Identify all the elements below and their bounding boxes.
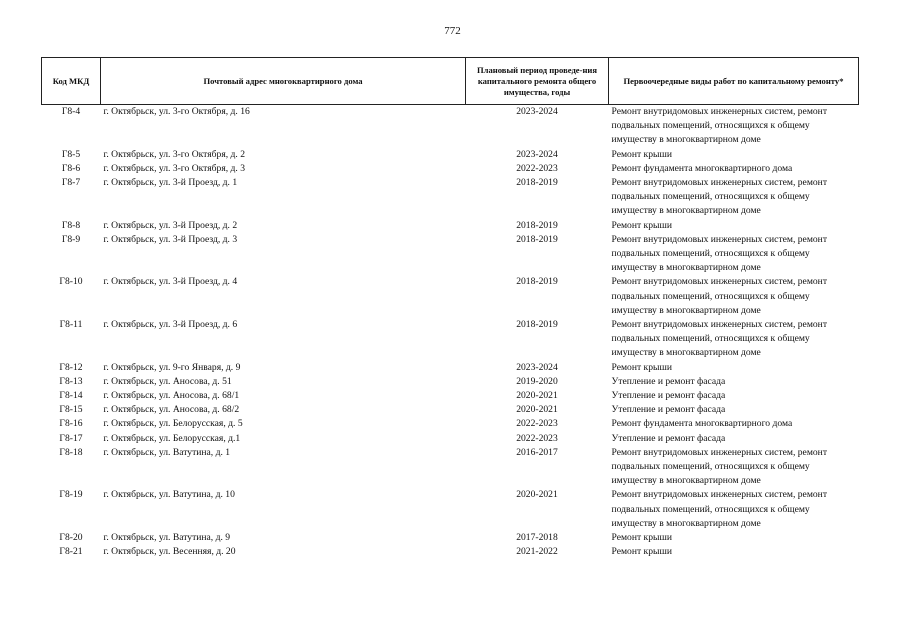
table-body xyxy=(42,105,859,560)
row-address: г. Октябрьск, ул. Белорусская, д. 5 xyxy=(103,418,243,430)
header-row xyxy=(42,58,859,105)
row-period: 2020-2021 xyxy=(516,489,558,501)
row-address: г. Октябрьск, ул. 3-го Октября, д. 3 xyxy=(103,162,246,174)
row-address: г. Октябрьск, ул. Аносова, д. 68/1 xyxy=(103,390,240,402)
row-works: Ремонт внутридомовых инженерных систем, ремонт подвальных помещений, относящихся к общему имуществу в многоквартирном доме xyxy=(611,276,828,316)
row-code: Г8-14 xyxy=(59,390,83,402)
row-code: Г8-13 xyxy=(59,375,83,387)
table-row xyxy=(42,219,859,233)
row-code: Г8-9 xyxy=(61,233,81,245)
table-row xyxy=(42,318,859,361)
table-row xyxy=(42,389,859,403)
row-code: Г8-8 xyxy=(61,219,81,231)
table-header xyxy=(42,58,859,105)
header-address: Почтовый адрес многоквартирного дома xyxy=(101,58,466,105)
row-period: 2018-2019 xyxy=(516,233,558,245)
capital-repair-table xyxy=(41,57,859,560)
row-address: г. Октябрьск, ул. 3-й Проезд, д. 6 xyxy=(103,319,238,331)
row-works: Утепление и ремонт фасада xyxy=(611,432,726,444)
row-works: Ремонт крыши xyxy=(611,219,672,231)
row-code: Г8-18 xyxy=(59,446,83,458)
row-works: Ремонт крыши xyxy=(611,148,672,160)
row-period: 2018-2019 xyxy=(516,319,558,331)
row-period: 2023-2024 xyxy=(516,361,558,373)
table-row xyxy=(42,375,859,389)
row-works: Ремонт крыши xyxy=(611,532,672,544)
row-period: 2018-2019 xyxy=(516,219,558,231)
row-code: Г8-5 xyxy=(61,148,81,160)
table-row xyxy=(42,275,859,318)
table-row xyxy=(42,176,859,219)
table-row xyxy=(42,432,859,446)
table-row xyxy=(42,162,859,176)
row-code: Г8-10 xyxy=(59,276,83,288)
table-row xyxy=(42,403,859,417)
row-works: Ремонт фундамента многоквартирного дома xyxy=(611,162,793,174)
table-row xyxy=(42,361,859,375)
header-works: Первоочередные виды работ по капитальному ремонту* xyxy=(609,58,859,105)
row-period: 2022-2023 xyxy=(516,418,558,430)
row-address: г. Октябрьск, ул. 3-й Проезд, д. 1 xyxy=(103,177,238,189)
row-period: 2022-2023 xyxy=(516,432,558,444)
row-works: Ремонт крыши xyxy=(611,361,672,373)
row-works: Утепление и ремонт фасада xyxy=(611,375,726,387)
row-address: г. Октябрьск, ул. 3-го Октября, д. 16 xyxy=(103,106,250,117)
row-period: 2016-2017 xyxy=(516,446,558,458)
row-works: Ремонт крыши xyxy=(611,546,672,558)
row-code: Г8-6 xyxy=(61,162,81,174)
row-works: Ремонт внутридомовых инженерных систем, ремонт подвальных помещений, относящихся к общему имуществу в многоквартирном доме xyxy=(611,233,828,274)
row-works: Ремонт внутридомовых инженерных систем, ремонт подвальных помещений, относящихся к общему имуществу в многоквартирном доме xyxy=(611,319,828,359)
row-code: Г8-11 xyxy=(59,319,83,331)
row-period: 2020-2021 xyxy=(516,390,558,402)
row-code: Г8-21 xyxy=(59,546,83,558)
row-period: 2017-2018 xyxy=(516,532,558,544)
row-works: Утепление и ремонт фасада xyxy=(611,390,726,402)
row-address: г. Октябрьск, ул. Ватутина, д. 1 xyxy=(103,446,231,458)
row-works: Ремонт внутридомовых инженерных систем, ремонт подвальных помещений, относящихся к общему имуществу в многоквартирном доме xyxy=(611,106,828,146)
row-address: г. Октябрьск, ул. 3-й Проезд, д. 2 xyxy=(103,219,238,231)
row-address: г. Октябрьск, ул. Аносова, д. 68/2 xyxy=(103,404,240,416)
row-period: 2019-2020 xyxy=(516,375,558,387)
row-code: Г8-12 xyxy=(59,361,83,373)
row-works: Ремонт внутридомовых инженерных систем, ремонт подвальных помещений, относящихся к общему имуществу в многоквартирном доме xyxy=(611,489,828,529)
row-works: Ремонт внутридомовых инженерных систем, ремонт подвальных помещений, относящихся к общему имуществу в многоквартирном доме xyxy=(611,446,828,487)
row-code: Г8-16 xyxy=(59,418,83,430)
table-row xyxy=(42,446,859,489)
table-row xyxy=(42,105,859,148)
row-address: г. Октябрьск, ул. 3-й Проезд, д. 3 xyxy=(103,233,238,245)
row-code: Г8-20 xyxy=(59,532,83,544)
table-row xyxy=(42,417,859,431)
row-period: 2018-2019 xyxy=(516,177,558,189)
row-period: 2018-2019 xyxy=(516,276,558,288)
row-address: г. Октябрьск, ул. Ватутина, д. 10 xyxy=(103,489,235,501)
row-code: Г8-4 xyxy=(61,106,81,117)
table-row xyxy=(42,148,859,162)
row-works: Утепление и ремонт фасада xyxy=(611,404,726,416)
row-address: г. Октябрьск, ул. 9-го Января, д. 9 xyxy=(103,361,241,373)
row-address: г. Октябрьск, ул. Ватутина, д. 9 xyxy=(103,532,231,544)
row-period: 2022-2023 xyxy=(516,162,558,174)
row-address: г. Октябрьск, ул. Весенняя, д. 20 xyxy=(103,546,236,558)
row-works: Ремонт фундамента многоквартирного дома xyxy=(611,418,793,430)
header-code: Код МКД xyxy=(42,58,101,105)
row-address: г. Октябрьск, ул. 3-го Октября, д. 2 xyxy=(103,148,246,160)
row-address: г. Октябрьск, ул. 3-й Проезд, д. 4 xyxy=(103,276,238,288)
page-number: 772 xyxy=(444,25,461,37)
row-code: Г8-17 xyxy=(59,432,83,444)
header-period: Плановый период проведе-ния капитального ремонта общего имущества, годы xyxy=(466,58,609,105)
row-address: г. Октябрьск, ул. Белорусская, д.1 xyxy=(103,432,241,444)
row-works: Ремонт внутридомовых инженерных систем, ремонт подвальных помещений, относящихся к общему имуществу в многоквартирном доме xyxy=(611,177,828,217)
row-code: Г8-7 xyxy=(61,177,81,189)
row-code: Г8-15 xyxy=(59,404,83,416)
table-row xyxy=(42,488,859,531)
row-period: 2023-2024 xyxy=(516,148,558,160)
row-period: 2023-2024 xyxy=(516,106,558,117)
table-row xyxy=(42,233,859,276)
table-row xyxy=(42,545,859,559)
table-row xyxy=(42,531,859,545)
row-address: г. Октябрьск, ул. Аносова, д. 51 xyxy=(103,375,232,387)
row-code: Г8-19 xyxy=(59,489,83,501)
row-period: 2020-2021 xyxy=(516,404,558,416)
row-period: 2021-2022 xyxy=(516,546,558,558)
